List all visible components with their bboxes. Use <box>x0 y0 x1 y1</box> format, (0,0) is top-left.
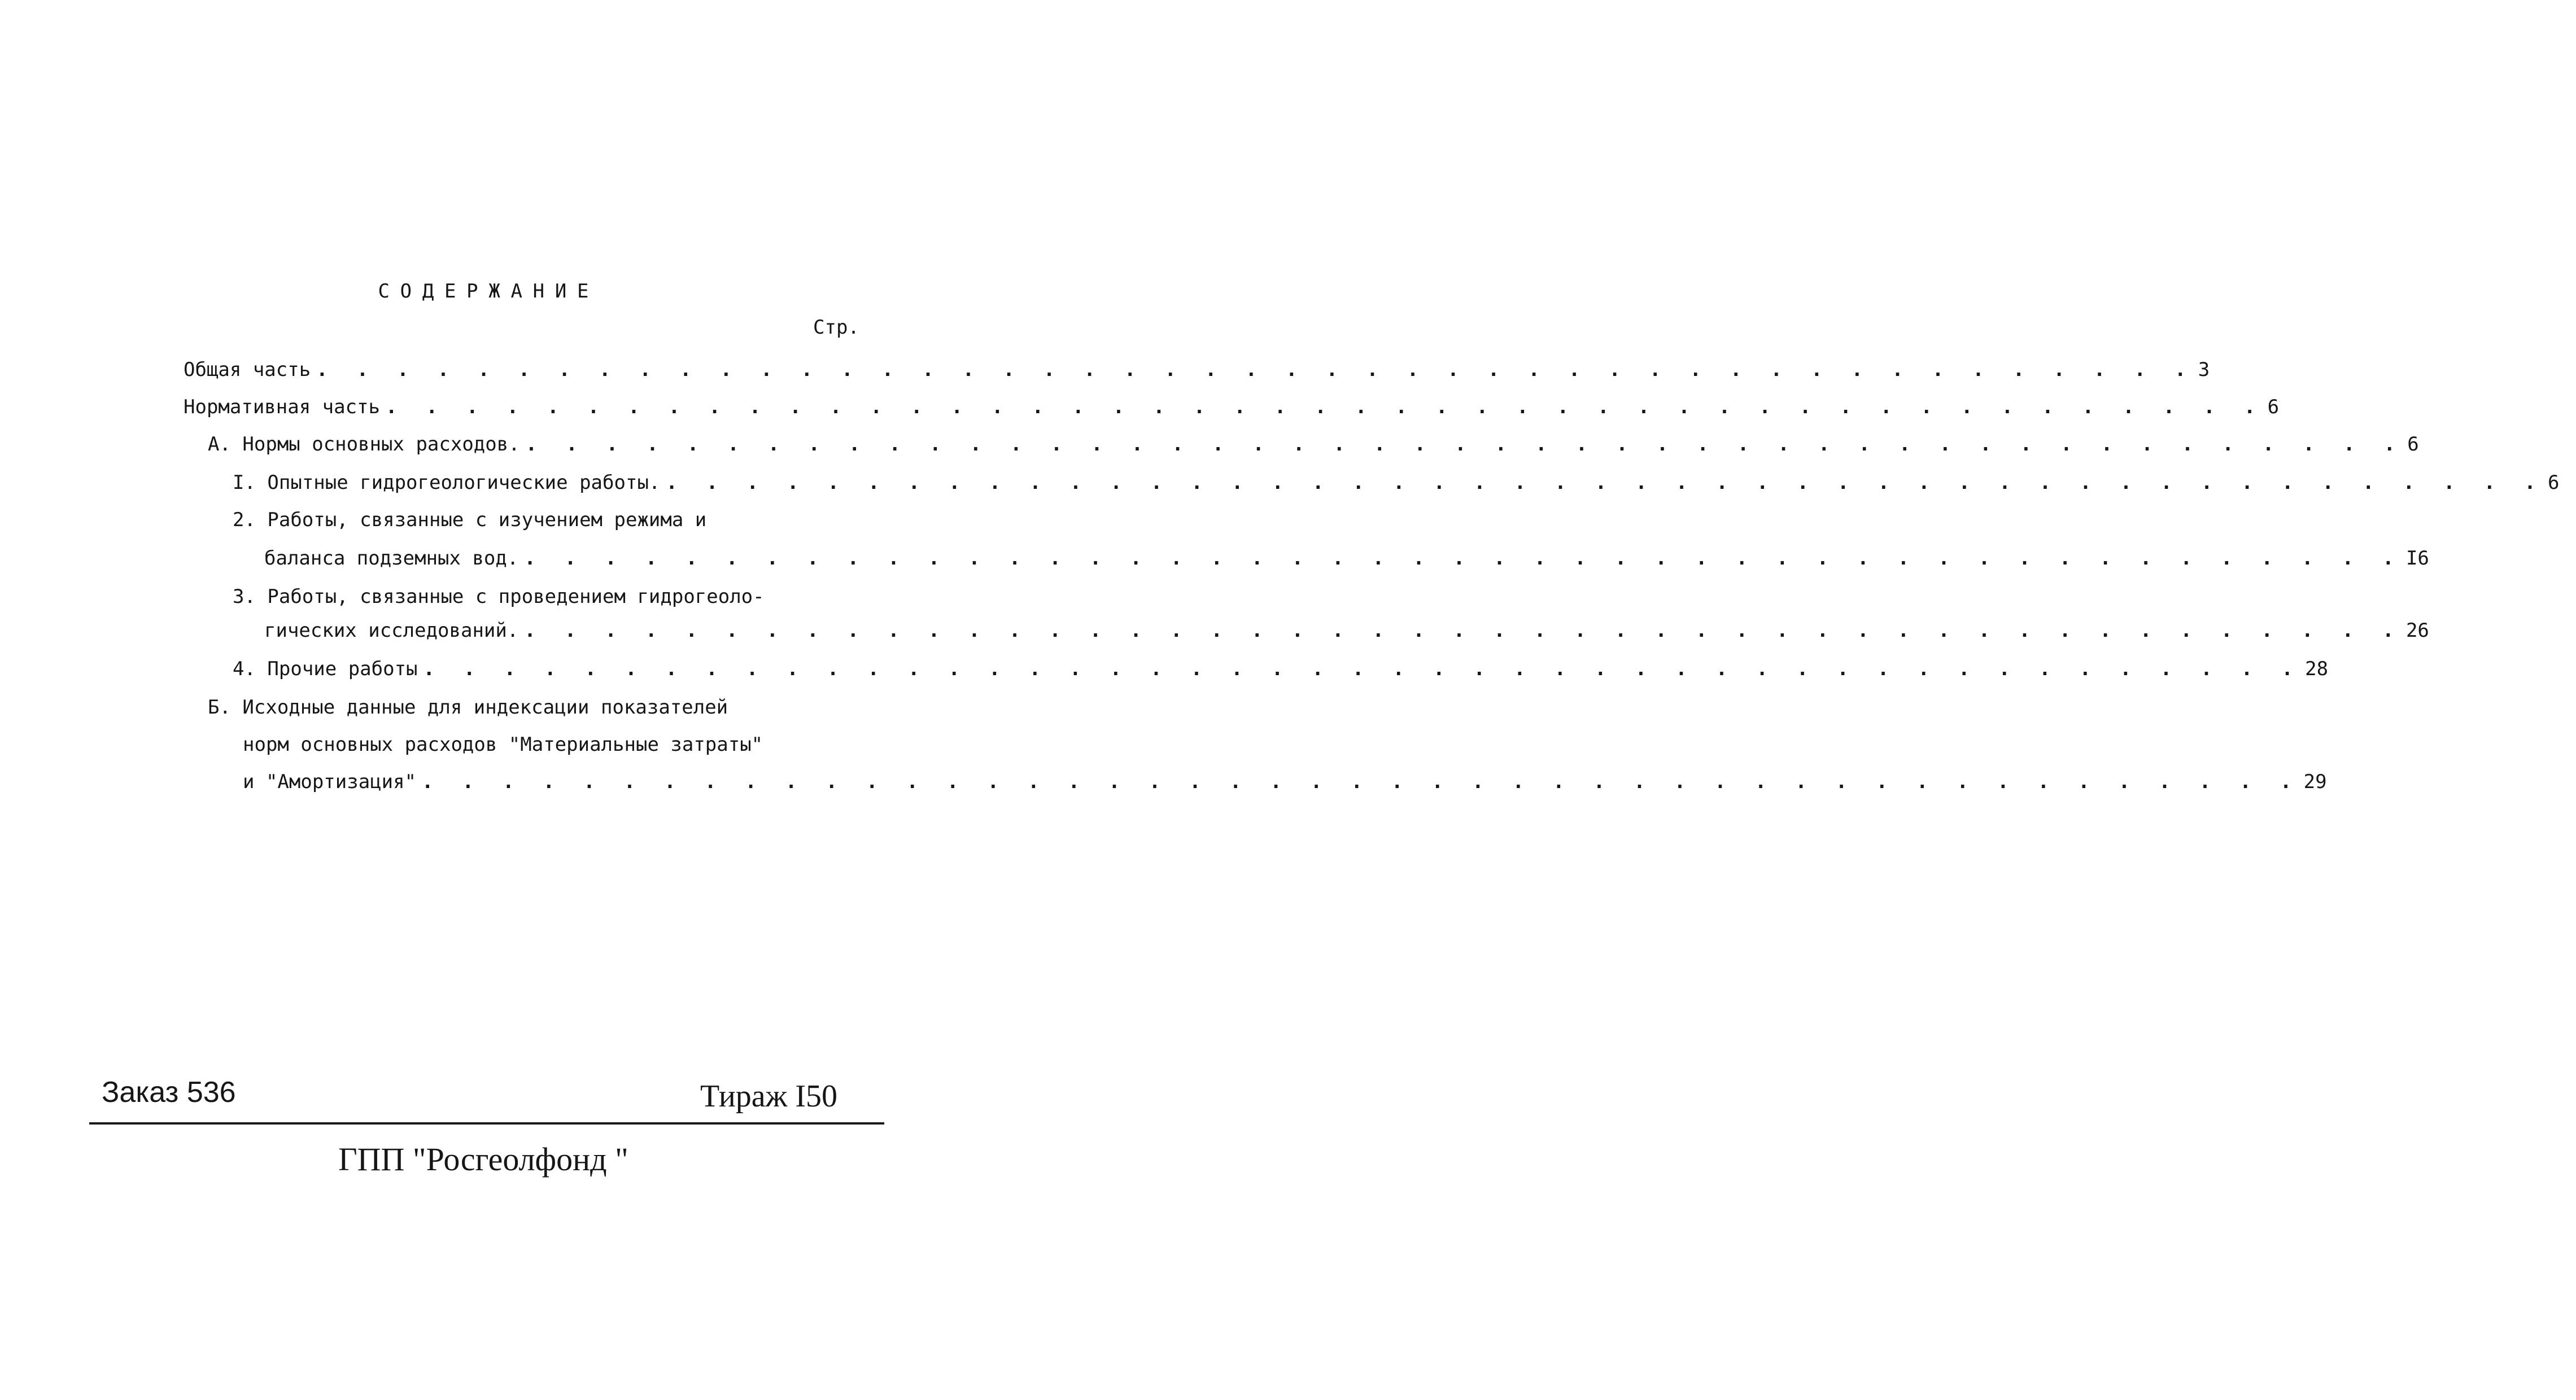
toc-entry-text: 4. Прочие работы <box>233 658 418 680</box>
page-title: СОДЕРЖАНИЕ <box>378 280 600 303</box>
toc-entry <box>264 547 2429 570</box>
toc-leader-dots: . . . . . . . . . . . . . . . . . . . . . . . . . . . . . . . . . . . . . . . . . . . . . . . <box>666 471 2544 494</box>
toc-entry-text: Нормативная часть <box>184 396 380 418</box>
toc-page-number: 6 <box>2267 396 2280 418</box>
toc-leader-dots: . . . . . . . . . . . . . . . . . . . . . . . . . . . . . . . . . . . . . . . . . . . . . . . <box>524 547 2403 570</box>
toc-page-number: 29 <box>2303 771 2327 793</box>
toc-entry-text: 2. Работы, связанные с изучением режима и <box>233 509 707 531</box>
toc-entry-text: А. Нормы основных расходов. <box>208 433 520 456</box>
footer-divider <box>89 1122 884 1125</box>
toc-entry-text: I. Опытные гидрогеологические работы. <box>233 471 661 494</box>
toc-page-number: I6 <box>2405 547 2429 570</box>
toc-leader-dots: . . . . . . . . . . . . . . . . . . . . . . . . . . . . . . . . . . . . . . . . . . . . . . . <box>422 771 2300 793</box>
toc-entry <box>233 471 2560 494</box>
toc-page-number: 26 <box>2405 619 2429 642</box>
toc-entry <box>184 396 2280 418</box>
toc-entry <box>184 358 2210 381</box>
toc-entry <box>233 658 2329 680</box>
page-column-label: Стр. <box>813 316 859 339</box>
toc-leader-dots: . . . . . . . . . . . . . . . . . . . . . . . . . . . . . . . . . . . . . . . . . . . . . . . <box>524 619 2403 642</box>
toc-entry-text: Б. Исходные данные для индексации показателей <box>208 696 728 719</box>
toc-page-number: 6 <box>2547 471 2560 494</box>
publisher-name: ГПП "Росгеолфонд " <box>338 1141 628 1178</box>
toc-entry-text: гических исследований. <box>264 619 519 642</box>
toc-leader-dots: . . . . . . . . . . . . . . . . . . . . . . . . . . . . . . . . . . . . . . . . . . . . . . . <box>423 658 2302 680</box>
toc-page-number: 6 <box>2407 433 2419 456</box>
toc-leader-dots: . . . . . . . . . . . . . . . . . . . . . . . . . . . . . . . . . . . . . . . . . . . . . . . <box>386 396 2264 418</box>
toc-entry <box>208 433 2419 456</box>
toc-entry <box>264 619 2429 642</box>
toc-entry-text: 3. Работы, связанные с проведением гидрогеоло- <box>233 585 765 608</box>
toc-leader-dots: . . . . . . . . . . . . . . . . . . . . . . . . . . . . . . . . . . . . . . . . . . . . . . . <box>525 433 2404 456</box>
print-run: Тираж I50 <box>700 1079 837 1114</box>
toc-entry-text: баланса подземных вод. <box>264 547 519 570</box>
toc-entry <box>243 771 2327 793</box>
toc-page-number: 28 <box>2305 658 2329 680</box>
toc-entry-text: норм основных расходов "Материальные затраты" <box>243 733 763 756</box>
toc-entry-text: и "Амортизация" <box>243 771 417 793</box>
toc-page-number: 3 <box>2198 358 2210 381</box>
toc-leader-dots: . . . . . . . . . . . . . . . . . . . . . . . . . . . . . . . . . . . . . . . . . . . . . . . <box>316 358 2195 381</box>
toc-entry-text: Общая часть <box>184 358 311 381</box>
order-number: Заказ 536 <box>102 1076 236 1109</box>
